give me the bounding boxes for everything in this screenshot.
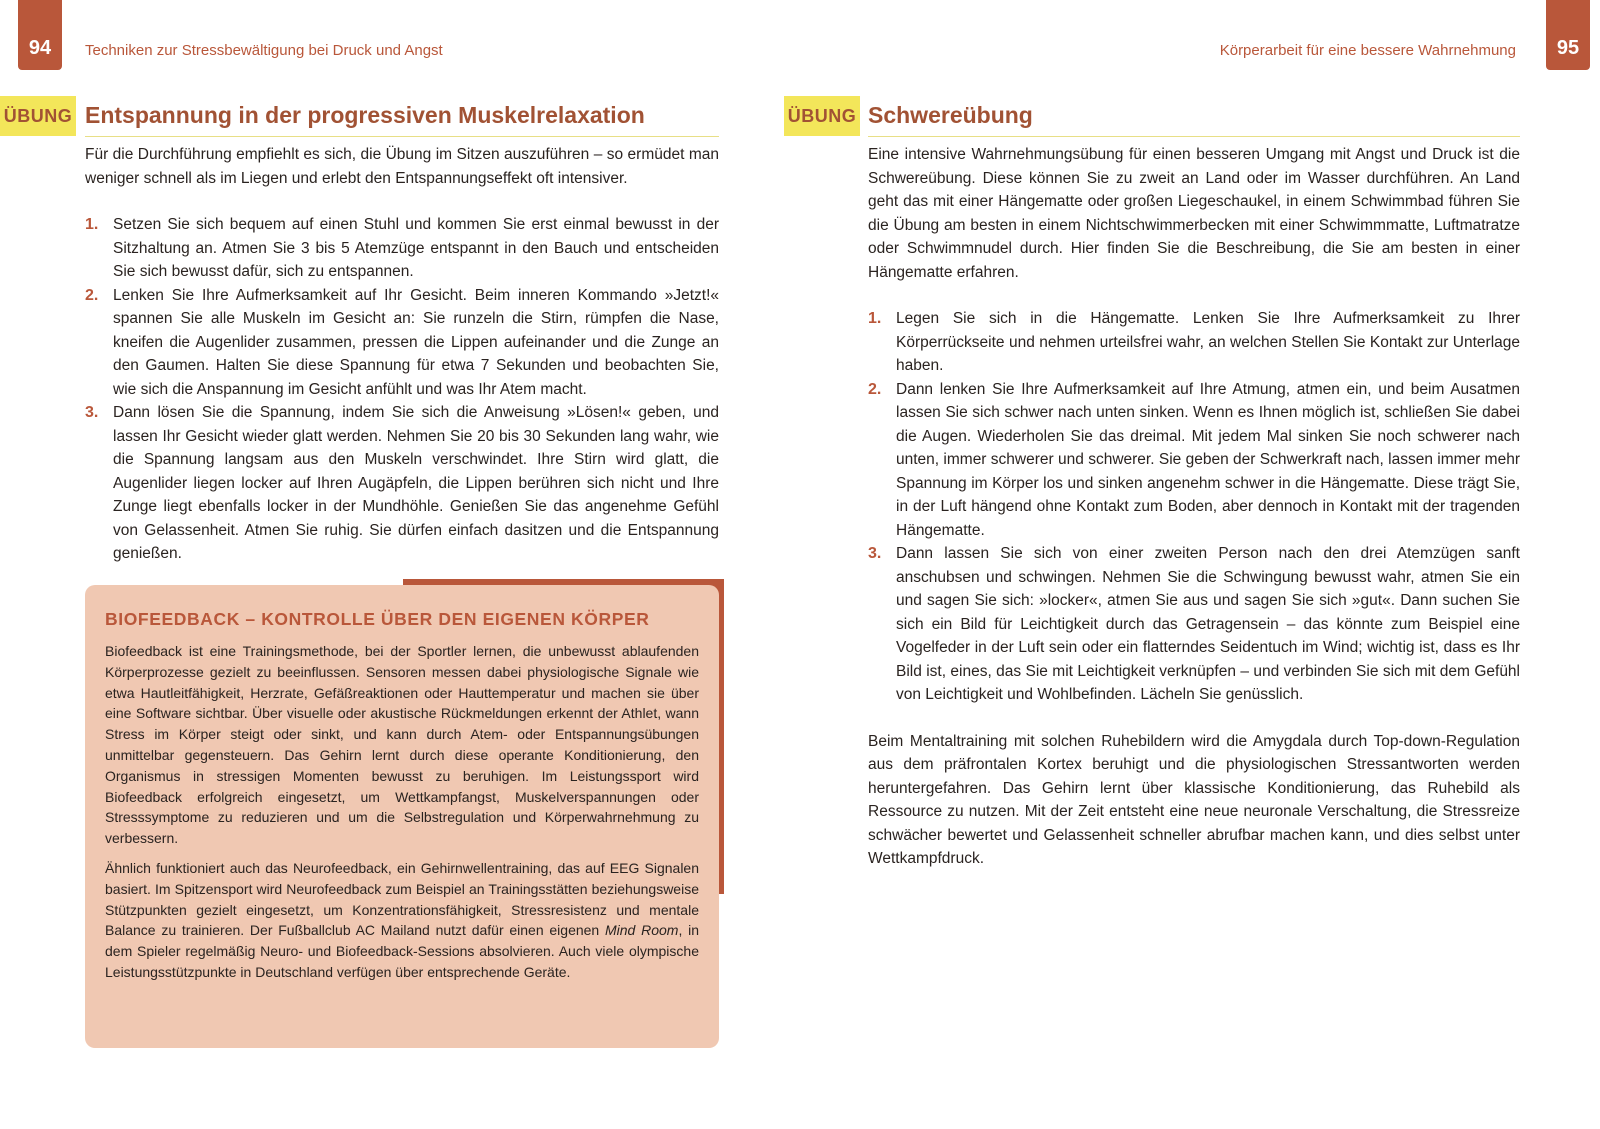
step-number: 2. [868, 380, 882, 398]
step-text: Dann lösen Sie die Spannung, indem Sie sich die Anweisung »Lösen!« geben, und lassen Ihr Gesicht wieder glatt werden. Nehmen Sie 20 bis 30 Sekunden lang wahr, wie die Spannung langsam aus den Muskeln verschwindet. Ihre Stirn wird glatt, die Augenlider liegen locker auf Ihren Augäpfeln, die Lippen berühren sich nicht und Ihre Zunge liegt ebenfalls locker in der Mundhöhle. Genießen Sie das angenehme Gefühl von Gelassenheit. Atmen Sie ruhig. Sie dürfen einfach dasitzen und die Entspannung genießen. [113, 404, 719, 562]
running-head: Techniken zur Stressbewältigung bei Druck und Angst [85, 42, 443, 59]
emphasis-text: Mind Room [604, 922, 679, 939]
page-number: 95 [1546, 0, 1590, 70]
step-text: Lenken Sie Ihre Aufmerksamkeit auf Ihr Gesicht. Beim inneren Kommando »Jetzt!« spannen Sie alle Muskeln im Gesicht an: Sie runzeln die Stirn, rümpfen die Nase, kneifen die Augenlider zusammen, pressen die Lippen aufeinander und die Zunge an den Gaumen. Halten Sie diese Spannung für etwa 7 Sekunden und beobachten Sie, wie sich die Anspannung im Gesicht anfühlt und was Ihr Atem macht. [113, 286, 719, 398]
paragraph-text: , in dem Spieler regelmäßig Neuro- und Biofeedback-Sessions absolvieren. Auch viele olympische Leistungsstützpunkte in Deutschland verfügen über entsprechende Geräte. [105, 922, 699, 980]
step-item [868, 542, 1520, 707]
step-number: 2. [85, 286, 99, 304]
page-number: 94 [18, 0, 62, 70]
info-box [85, 585, 719, 1048]
step-item [85, 401, 719, 566]
step-item [85, 284, 719, 402]
paragraph-text: Ähnlich funktioniert auch das Neurofeedback, ein Gehirnwellentraining, das auf EEG Signalen basiert. Im Spitzensport wird Neurofeedback zum Beispiel an Trainingsstätten beziehungsweise Stützpunkten gezielt eingesetzt, um Konzentrationsfähigkeit, Stressresistenz und mentale Balance zu trainieren. Der Fußballclub AC Mailand nutzt dafür einen eigenen [105, 859, 699, 939]
exercise-tag: ÜBUNG [0, 96, 76, 136]
exercise-tag: ÜBUNG [784, 96, 860, 136]
exercise-title: Schwereübung [868, 102, 1033, 128]
info-box-paragraph [105, 858, 699, 983]
step-number: 3. [868, 545, 882, 562]
exercise-body [868, 143, 1520, 871]
right-page [787, 0, 1600, 1129]
title-rule [868, 136, 1520, 137]
exercise-intro: Für die Durchführung empfiehlt es sich, die Übung im Sitzen auszuführen – so ermüdet man weniger schnell als im Liegen und erlebt den Entspannungseffekt oft intensiver. [85, 146, 719, 187]
step-list [85, 213, 719, 566]
step-item [868, 307, 1520, 378]
step-text: Setzen Sie sich bequem auf einen Stuhl und kommen Sie erst einmal bewusst in der Sitzhaltung an. Atmen Sie 3 bis 5 Atemzüge entspannt in den Bauch und entscheiden Sie sich bewusst dafür, sich zu entspannen. [113, 216, 719, 280]
info-box-paragraph: Biofeedback ist eine Trainingsmethode, bei der Sportler lernen, die unbewusst ablaufenden Körperprozesse gezielt zu beeinflussen. Sensoren messen dabei physiologische Signale wie etwa Hautleitfähigkeit, Herzrate, Gefäßreaktionen oder Hauttemperatur und machen sie über eine Software sichtbar. Über visuelle oder akustische Rückmeldungen erkennt der Athlet, wann Stress im Körper steigt oder sinkt, und kann durch Atem- oder Entspannungsübungen unmittelbar gegensteuern. Das Gehirn lernt durch diese operante Konditionierung, den Organismus in stressigen Momenten bewusst zu beruhigen. Im Leistungssport wird Biofeedback erfolgreich eingesetzt, um Wettkampfangst, Muskelverspannungen oder Stresssymptome zu reduzieren und um die Selbstregulation und Körperwahrnehmung zu verbessern. [105, 643, 699, 847]
exercise-outro: Beim Mentaltraining mit solchen Ruhebildern wird die Amygdala durch Top-down-Regulation aus dem präfrontalen Kortex beruhigt und die physiologischen Stressantworten werden heruntergefahren. Das Gehirn lernt über klassische Konditionierung, das Ruhebild als Ressource zu nutzen. Mit der Zeit entsteht eine neue neuronale Verschaltung, die Stressreize schwächer bewertet und Gelassenheit schneller abrufbar machen kann, und dies selbst unter Wettkampfdruck. [868, 732, 1520, 867]
step-number: 1. [868, 310, 882, 327]
step-list [868, 307, 1520, 707]
step-number: 1. [85, 216, 99, 233]
step-item [868, 378, 1520, 543]
exercise-body [85, 143, 719, 566]
step-text: Legen Sie sich in die Hängematte. Lenken Sie Ihre Aufmerksamkeit zu Ihrer Körperrückseite und nehmen urteilsfrei wahr, an welchen Stellen Sie Kontakt zur Unterlage haben. [896, 310, 1520, 374]
step-item [85, 213, 719, 284]
running-head: Körperarbeit für eine bessere Wahrnehmung [1219, 42, 1516, 59]
step-number: 3. [85, 404, 99, 421]
info-box-title: BIOFEEDBACK – KONTROLLE ÜBER DEN EIGENEN KÖRPER [105, 609, 650, 629]
title-rule [85, 136, 719, 137]
exercise-intro: Eine intensive Wahrnehmungsübung für einen besseren Umgang mit Angst und Druck ist die Schwereübung. Diese können Sie zu zweit an Land oder im Wasser durchführen. An Land geht das mit einer Hängematte oder großen Liegeschaukel, in einem Schwimmbad führen Sie die Übung am besten in einem Nichtschwimmerbecken mit einer Schwimmmatte, Luftmatratze oder Schwimmnudel durch. Hier finden Sie die Beschreibung, die Sie am besten in einer Hängematte erfahren. [868, 146, 1520, 281]
exercise-title: Entspannung in der progressiven Muskelrelaxation [85, 102, 645, 128]
step-text: Dann lenken Sie Ihre Aufmerksamkeit auf Ihre Atmung, atmen ein, und beim Ausatmen lassen Sie sich schwer nach unten sinken. Wenn es Ihnen möglich ist, schließen Sie dabei die Augen. Wiederholen Sie das dreimal. Mit jedem Mal sinken Sie noch schwerer nach unten, immer schwerer und schwerer. Sie geben der Schwerkraft nach, lassen immer mehr Spannung im Körper los und sinken angenehm schwer in die Hängematte. Diese trägt Sie, in der Luft hängend ohne Kontakt zum Boden, aber dennoch in Kontakt mit der tragenden Hängematte. [896, 380, 1520, 539]
step-text: Dann lassen Sie sich von einer zweiten Person nach den drei Atemzügen sanft anschubsen und schwingen. Nehmen Sie die Schwingung bewusst wahr, atmen Sie ein und sagen Sie sich: »locker«, atmen Sie aus und sagen Sie sich »gut«. Dann suchen Sie sich ein Bild für Leichtigkeit durch das Getragensein – das könnte zum Beispiel eine Vogelfeder in der Luft sein oder ein flatterndes Seidentuch im Wind; wichtig ist, dass es Ihr Bild ist, eines, das Sie mit Leichtigkeit verknüpfen – und verbinden Sie sich mit dem Gefühl von Leichtigkeit und Wohlbefinden. Lächeln Sie genüsslich. [896, 545, 1520, 703]
